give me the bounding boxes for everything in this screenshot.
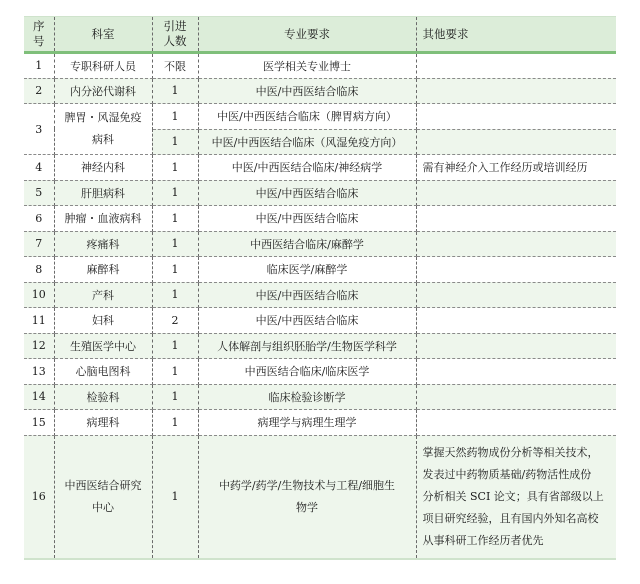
cell-num: 不限: [152, 53, 198, 79]
cell-dept: 疼痛科: [54, 231, 152, 257]
cell-dept: 内分泌代谢科: [54, 78, 152, 104]
cell-dept: 妇科: [54, 308, 152, 334]
cell-dept: 产科: [54, 282, 152, 308]
cell-other: 需有神经介入工作经历或培训经历: [416, 155, 616, 181]
cell-other: 掌握天然药物成份分析等相关技术， 发表过中药物质基础/药物活性成份 分析相关 SCI 论文；具有省部级以上 项目研究经验，且有国内外知名高校 从事科研工作经历者优先: [416, 435, 616, 559]
table-row: [24, 180, 616, 206]
cell-dept: 神经内科: [54, 155, 152, 181]
cell-no: 15: [24, 410, 54, 436]
cell-no: 13: [24, 359, 54, 385]
cell-no: 12: [24, 333, 54, 359]
cell-major: 医学相关专业博士: [198, 53, 416, 79]
cell-no: 10: [24, 282, 54, 308]
table-row: [24, 78, 616, 104]
cell-no: 5: [24, 180, 54, 206]
cell-other: [416, 231, 616, 257]
cell-other: [416, 308, 616, 334]
cell-other: [416, 282, 616, 308]
cell-dept: 肿瘤・血液病科: [54, 206, 152, 232]
table-row: [24, 333, 616, 359]
cell-other: [416, 359, 616, 385]
header-num: 引进 人数: [152, 17, 198, 53]
cell-major: 人体解剖与组织胚胎学/生物医学科学: [198, 333, 416, 359]
table-header-row: [24, 17, 616, 53]
cell-no: 11: [24, 308, 54, 334]
cell-dept: 脾胃・风湿免疫 病科: [54, 104, 152, 155]
cell-dept: 生殖医学中心: [54, 333, 152, 359]
cell-no: 6: [24, 206, 54, 232]
cell-other: [416, 410, 616, 436]
cell-dept: 麻醉科: [54, 257, 152, 283]
table-row: [24, 410, 616, 436]
cell-no: 16: [24, 435, 54, 559]
table-row: [24, 308, 616, 334]
cell-other: [416, 78, 616, 104]
cell-num: 1: [152, 155, 198, 181]
cell-num: 1: [152, 435, 198, 559]
header-dept: 科室: [54, 17, 152, 53]
cell-major: 中西医结合临床/临床医学: [198, 359, 416, 385]
cell-num: 1: [152, 180, 198, 206]
cell-major: 中医/中西医结合临床: [198, 282, 416, 308]
cell-major: 中医/中西医结合临床: [198, 308, 416, 334]
cell-no: 7: [24, 231, 54, 257]
cell-other: [416, 104, 616, 130]
table-row: [24, 155, 616, 181]
cell-no: 3: [24, 104, 54, 155]
header-major: 专业要求: [198, 17, 416, 53]
cell-num: 2: [152, 308, 198, 334]
header-other: 其他要求: [416, 17, 616, 53]
cell-num: 1: [152, 257, 198, 283]
cell-major: 中医/中西医结合临床（风湿免疫方向）: [198, 129, 416, 155]
cell-num: 1: [152, 231, 198, 257]
table-row: [24, 384, 616, 410]
table-row: [24, 53, 616, 79]
cell-other: [416, 384, 616, 410]
cell-no: 14: [24, 384, 54, 410]
cell-dept: 肝胆病科: [54, 180, 152, 206]
header-no: 序 号: [24, 17, 54, 53]
table-row: [24, 282, 616, 308]
cell-major: 中医/中西医结合临床: [198, 78, 416, 104]
cell-no: 2: [24, 78, 54, 104]
cell-dept: 病理科: [54, 410, 152, 436]
cell-dept: 专职科研人员: [54, 53, 152, 79]
cell-dept: 检验科: [54, 384, 152, 410]
cell-num: 1: [152, 359, 198, 385]
cell-no: 8: [24, 257, 54, 283]
recruitment-table: [24, 16, 616, 560]
cell-major: 中药学/药学/生物技术与工程/细胞生 物学: [198, 435, 416, 559]
cell-dept: 心脑电图科: [54, 359, 152, 385]
cell-other: [416, 53, 616, 79]
cell-num: 1: [152, 282, 198, 308]
cell-other: [416, 333, 616, 359]
cell-num: 1: [152, 410, 198, 436]
cell-other: [416, 180, 616, 206]
table-row: [24, 206, 616, 232]
cell-major: 中医/中西医结合临床/神经病学: [198, 155, 416, 181]
cell-num: 1: [152, 384, 198, 410]
cell-major: 中医/中西医结合临床: [198, 180, 416, 206]
cell-major: 中医/中西医结合临床（脾胃病方向）: [198, 104, 416, 130]
cell-dept: 中西医结合研究 中心: [54, 435, 152, 559]
table-row: [24, 359, 616, 385]
cell-num: 1: [152, 206, 198, 232]
cell-other: [416, 129, 616, 155]
table-row: [24, 231, 616, 257]
cell-no: 4: [24, 155, 54, 181]
cell-major: 中医/中西医结合临床: [198, 206, 416, 232]
cell-num: 1: [152, 333, 198, 359]
table-row: [24, 104, 616, 130]
cell-num: 1: [152, 78, 198, 104]
cell-num: 1: [152, 129, 198, 155]
cell-other: [416, 257, 616, 283]
cell-major: 中西医结合临床/麻醉学: [198, 231, 416, 257]
cell-major: 临床检验诊断学: [198, 384, 416, 410]
cell-major: 病理学与病理生理学: [198, 410, 416, 436]
cell-num: 1: [152, 104, 198, 130]
cell-other: [416, 206, 616, 232]
table-row: [24, 435, 616, 559]
cell-no: 1: [24, 53, 54, 79]
cell-major: 临床医学/麻醉学: [198, 257, 416, 283]
table-row: [24, 257, 616, 283]
recruitment-table-container: [24, 16, 616, 560]
